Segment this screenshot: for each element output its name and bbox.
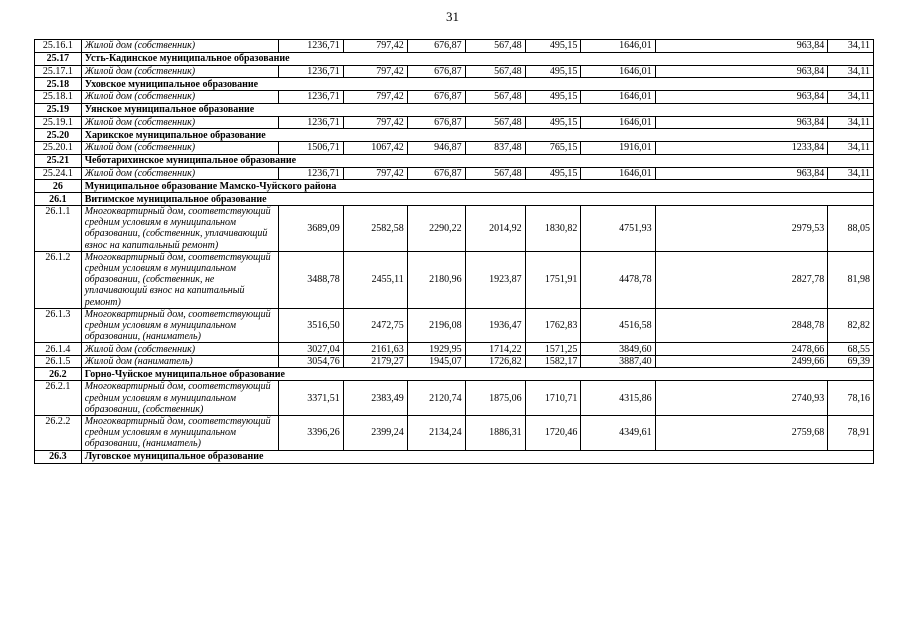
section-blank xyxy=(343,103,873,116)
value-cell: 1886,31 xyxy=(465,416,525,451)
table-row xyxy=(35,355,874,368)
value-cell: 495,15 xyxy=(525,116,581,129)
section-code: 26.3 xyxy=(35,450,82,463)
value-cell: 4751,93 xyxy=(581,206,655,252)
section-code: 26.1 xyxy=(35,193,82,206)
value-cell: 2582,58 xyxy=(343,206,407,252)
section-blank xyxy=(343,52,873,65)
row-description: Многоквартирный дом, соответствующий средним условиям в муниципальном образовании, (наниматель) xyxy=(81,416,278,451)
section-name: Чеботарихинское муниципальное образование xyxy=(81,154,343,167)
value-cell: 567,48 xyxy=(465,40,525,53)
table-row xyxy=(35,167,874,180)
value-cell: 3488,78 xyxy=(278,251,343,308)
value-cell: 567,48 xyxy=(465,167,525,180)
value-cell: 2455,11 xyxy=(343,251,407,308)
table-row xyxy=(35,381,874,416)
row-code: 26.1.2 xyxy=(35,251,82,308)
section-code: 26 xyxy=(35,180,82,193)
section-blank xyxy=(343,180,873,193)
value-cell: 2740,93 xyxy=(655,381,828,416)
section-blank xyxy=(343,193,873,206)
value-cell: 676,87 xyxy=(407,167,465,180)
table-row xyxy=(35,142,874,155)
row-description: Жилой дом (собственник) xyxy=(81,167,278,180)
value-cell: 2161,63 xyxy=(343,343,407,356)
section-name: Уянское муниципальное образование xyxy=(81,103,343,116)
value-cell: 3396,26 xyxy=(278,416,343,451)
value-cell: 676,87 xyxy=(407,40,465,53)
section-row xyxy=(35,154,874,167)
section-name: Луговское муниципальное образование xyxy=(81,450,343,463)
section-code: 25.20 xyxy=(35,129,82,142)
value-cell: 1236,71 xyxy=(278,116,343,129)
section-code: 25.19 xyxy=(35,103,82,116)
value-cell: 3054,76 xyxy=(278,355,343,368)
row-description: Жилой дом (собственник) xyxy=(81,142,278,155)
value-cell: 2848,78 xyxy=(655,308,828,343)
row-code: 26.2.2 xyxy=(35,416,82,451)
page-number: 31 xyxy=(446,9,459,24)
section-blank xyxy=(343,154,873,167)
section-row xyxy=(35,450,874,463)
value-cell: 1916,01 xyxy=(581,142,655,155)
section-code: 25.17 xyxy=(35,52,82,65)
value-cell: 797,42 xyxy=(343,167,407,180)
value-cell: 1646,01 xyxy=(581,91,655,104)
value-cell: 1875,06 xyxy=(465,381,525,416)
row-code: 25.19.1 xyxy=(35,116,82,129)
row-code: 25.17.1 xyxy=(35,65,82,78)
section-row xyxy=(35,78,874,91)
value-cell: 963,84 xyxy=(655,116,828,129)
value-cell: 2196,08 xyxy=(407,308,465,343)
value-cell: 797,42 xyxy=(343,40,407,53)
value-cell: 1236,71 xyxy=(278,167,343,180)
tariff-table xyxy=(34,39,874,464)
value-cell: 963,84 xyxy=(655,40,828,53)
value-cell: 797,42 xyxy=(343,65,407,78)
value-cell: 963,84 xyxy=(655,167,828,180)
value-cell: 3689,09 xyxy=(278,206,343,252)
value-cell: 1929,95 xyxy=(407,343,465,356)
table-row xyxy=(35,206,874,252)
value-cell: 1720,46 xyxy=(525,416,581,451)
value-cell: 837,48 xyxy=(465,142,525,155)
value-cell: 2383,49 xyxy=(343,381,407,416)
value-cell: 1751,91 xyxy=(525,251,581,308)
value-cell: 78,91 xyxy=(828,416,874,451)
value-cell: 2120,74 xyxy=(407,381,465,416)
table-row xyxy=(35,308,874,343)
value-cell: 1646,01 xyxy=(581,167,655,180)
value-cell: 1582,17 xyxy=(525,355,581,368)
value-cell: 495,15 xyxy=(525,91,581,104)
value-cell: 3887,40 xyxy=(581,355,655,368)
value-cell: 1233,84 xyxy=(655,142,828,155)
value-cell: 34,11 xyxy=(828,40,874,53)
value-cell: 1571,25 xyxy=(525,343,581,356)
row-code: 26.1.5 xyxy=(35,355,82,368)
value-cell: 2827,78 xyxy=(655,251,828,308)
value-cell: 1945,07 xyxy=(407,355,465,368)
table-row xyxy=(35,251,874,308)
row-description: Жилой дом (собственник) xyxy=(81,343,278,356)
value-cell: 2179,27 xyxy=(343,355,407,368)
section-name: Горно-Чуйское муниципальное образование xyxy=(81,368,343,381)
row-code: 26.1.4 xyxy=(35,343,82,356)
value-cell: 2478,66 xyxy=(655,343,828,356)
value-cell: 1236,71 xyxy=(278,40,343,53)
value-cell: 765,15 xyxy=(525,142,581,155)
value-cell: 2472,75 xyxy=(343,308,407,343)
value-cell: 495,15 xyxy=(525,40,581,53)
value-cell: 1506,71 xyxy=(278,142,343,155)
value-cell: 676,87 xyxy=(407,91,465,104)
value-cell: 81,98 xyxy=(828,251,874,308)
row-description: Многоквартирный дом, соответствующий средним условиям в муниципальном образовании, (наниматель) xyxy=(81,308,278,343)
value-cell: 797,42 xyxy=(343,116,407,129)
value-cell: 3371,51 xyxy=(278,381,343,416)
section-name: Харикское муниципальное образование xyxy=(81,129,343,142)
row-code: 25.24.1 xyxy=(35,167,82,180)
value-cell: 82,82 xyxy=(828,308,874,343)
row-description: Жилой дом (собственник) xyxy=(81,40,278,53)
row-description: Многоквартирный дом, соответствующий средним условиям в муниципальном образовании, (собственник) xyxy=(81,381,278,416)
value-cell: 4349,61 xyxy=(581,416,655,451)
section-row xyxy=(35,52,874,65)
value-cell: 1714,22 xyxy=(465,343,525,356)
row-description: Многоквартирный дом, соответствующий средним условиям в муниципальном образовании, (собственник, уплачивающий взнос на капитальный ремонт) xyxy=(81,206,278,252)
value-cell: 2014,92 xyxy=(465,206,525,252)
value-cell: 88,05 xyxy=(828,206,874,252)
value-cell: 495,15 xyxy=(525,167,581,180)
section-row xyxy=(35,129,874,142)
row-description: Жилой дом (собственник) xyxy=(81,65,278,78)
row-code: 26.1.3 xyxy=(35,308,82,343)
value-cell: 69,39 xyxy=(828,355,874,368)
section-blank xyxy=(343,129,873,142)
table-row xyxy=(35,65,874,78)
value-cell: 2290,22 xyxy=(407,206,465,252)
section-row xyxy=(35,368,874,381)
section-blank xyxy=(343,78,873,91)
value-cell: 3516,50 xyxy=(278,308,343,343)
value-cell: 1710,71 xyxy=(525,381,581,416)
value-cell: 4478,78 xyxy=(581,251,655,308)
value-cell: 2759,68 xyxy=(655,416,828,451)
value-cell: 2399,24 xyxy=(343,416,407,451)
value-cell: 1923,87 xyxy=(465,251,525,308)
value-cell: 4516,58 xyxy=(581,308,655,343)
row-description: Многоквартирный дом, соответствующий средним условиям в муниципальном образовании, (собственник, не уплачивающий взнос на капитальный ремонт) xyxy=(81,251,278,308)
table-body xyxy=(35,40,874,464)
value-cell: 1236,71 xyxy=(278,65,343,78)
row-code: 25.18.1 xyxy=(35,91,82,104)
value-cell: 1726,82 xyxy=(465,355,525,368)
value-cell: 1830,82 xyxy=(525,206,581,252)
value-cell: 1646,01 xyxy=(581,116,655,129)
value-cell: 963,84 xyxy=(655,65,828,78)
row-description: Жилой дом (наниматель) xyxy=(81,355,278,368)
value-cell: 1067,42 xyxy=(343,142,407,155)
value-cell: 567,48 xyxy=(465,116,525,129)
value-cell: 2180,96 xyxy=(407,251,465,308)
value-cell: 676,87 xyxy=(407,116,465,129)
value-cell: 78,16 xyxy=(828,381,874,416)
section-row xyxy=(35,103,874,116)
value-cell: 3027,04 xyxy=(278,343,343,356)
value-cell: 676,87 xyxy=(407,65,465,78)
value-cell: 1646,01 xyxy=(581,65,655,78)
value-cell: 34,11 xyxy=(828,91,874,104)
row-code: 26.1.1 xyxy=(35,206,82,252)
value-cell: 2979,53 xyxy=(655,206,828,252)
table-row xyxy=(35,91,874,104)
section-blank xyxy=(343,368,873,381)
value-cell: 34,11 xyxy=(828,167,874,180)
section-code: 25.21 xyxy=(35,154,82,167)
row-code: 25.16.1 xyxy=(35,40,82,53)
value-cell: 4315,86 xyxy=(581,381,655,416)
value-cell: 797,42 xyxy=(343,91,407,104)
value-cell: 1936,47 xyxy=(465,308,525,343)
section-code: 26.2 xyxy=(35,368,82,381)
section-name: Муниципальное образование Мамско-Чуйского района xyxy=(81,180,343,193)
row-code: 25.20.1 xyxy=(35,142,82,155)
section-name: Усть-Кадинское муниципальное образование xyxy=(81,52,343,65)
table-row xyxy=(35,116,874,129)
value-cell: 2134,24 xyxy=(407,416,465,451)
section-row xyxy=(35,180,874,193)
row-description: Жилой дом (собственник) xyxy=(81,91,278,104)
row-code: 26.2.1 xyxy=(35,381,82,416)
value-cell: 567,48 xyxy=(465,65,525,78)
value-cell: 34,11 xyxy=(828,65,874,78)
row-description: Жилой дом (собственник) xyxy=(81,116,278,129)
value-cell: 1236,71 xyxy=(278,91,343,104)
value-cell: 963,84 xyxy=(655,91,828,104)
section-blank xyxy=(343,450,873,463)
table-row xyxy=(35,416,874,451)
section-code: 25.18 xyxy=(35,78,82,91)
value-cell: 495,15 xyxy=(525,65,581,78)
value-cell: 946,87 xyxy=(407,142,465,155)
section-name: Уховское муниципальное образование xyxy=(81,78,343,91)
table-row xyxy=(35,343,874,356)
value-cell: 34,11 xyxy=(828,142,874,155)
value-cell: 68,55 xyxy=(828,343,874,356)
value-cell: 1762,83 xyxy=(525,308,581,343)
table-row xyxy=(35,40,874,53)
section-name: Витимское муниципальное образование xyxy=(81,193,343,206)
value-cell: 567,48 xyxy=(465,91,525,104)
value-cell: 34,11 xyxy=(828,116,874,129)
section-row xyxy=(35,193,874,206)
value-cell: 2499,66 xyxy=(655,355,828,368)
value-cell: 1646,01 xyxy=(581,40,655,53)
value-cell: 3849,60 xyxy=(581,343,655,356)
